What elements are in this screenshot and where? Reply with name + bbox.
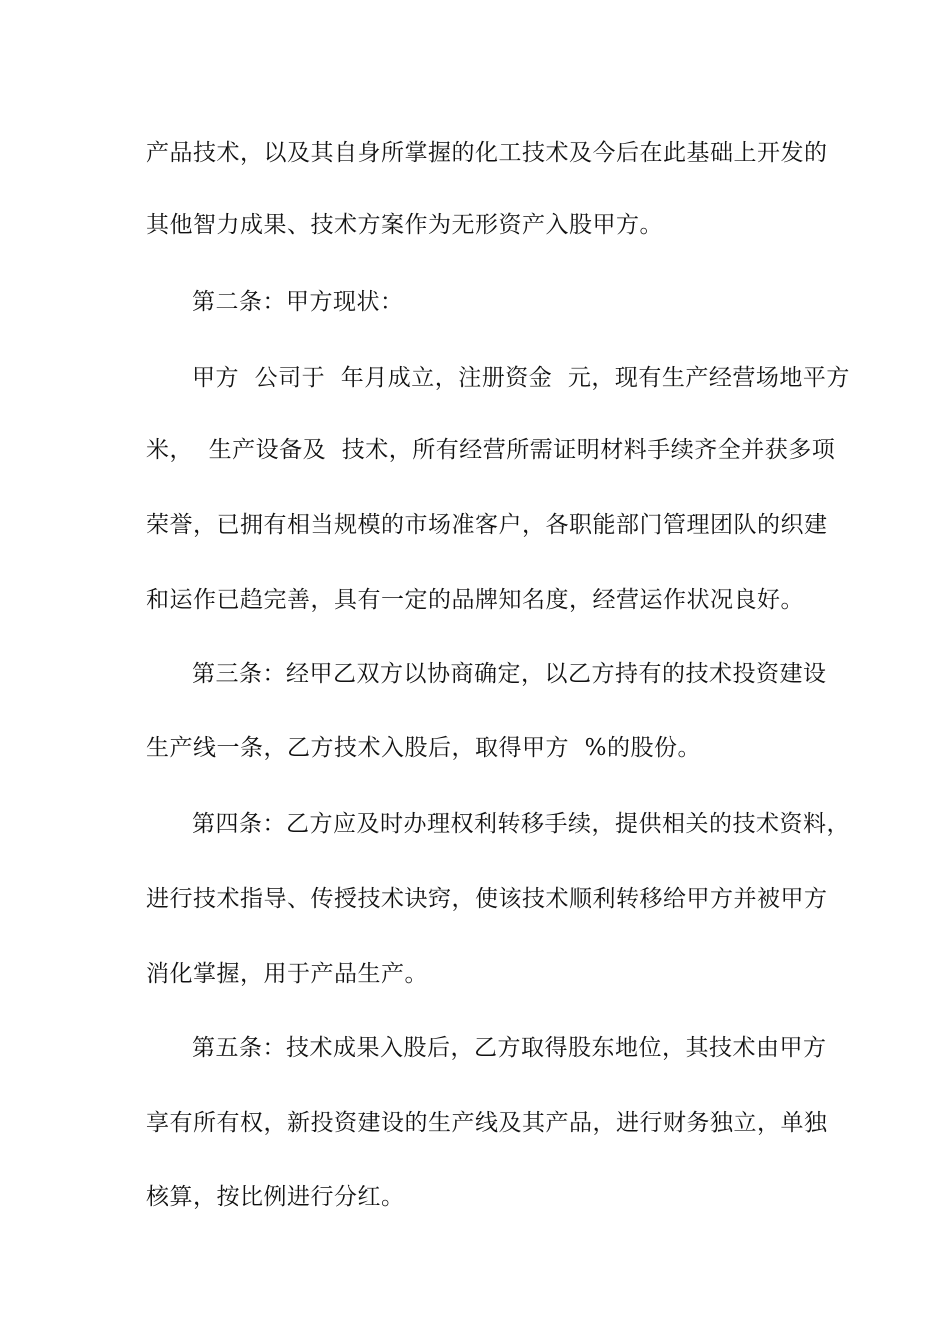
text-line: 荣誉，已拥有相当规模的市场准客户，各职能部门管理团队的织建 [146, 512, 828, 538]
clause-heading: 第三条：经甲乙双方以协商确定，以乙方持有的技术投资建设 [192, 661, 827, 687]
text-line: 和运作已趋完善，具有一定的品牌知名度，经营运作状况良好。 [146, 587, 804, 613]
text-line: 产品技术，以及其自身所掌握的化工技术及今后在此基础上开发的 [146, 140, 828, 166]
clause-heading: 第二条：甲方现状： [192, 289, 404, 315]
clause-heading: 第四条：乙方应及时办理权利转移手续，提供相关的技术资料， [192, 811, 850, 837]
text-line: 核算，按比例进行分红。 [146, 1184, 405, 1210]
text-line: 其他智力成果、技术方案作为无形资产入股甲方。 [146, 212, 663, 238]
text-line: 甲方 公司于 年月成立，注册资金 元，现有生产经营场地平方 [192, 365, 850, 391]
text-line: 消化掌握，用于产品生产。 [146, 961, 428, 987]
text-line: 进行技术指导、传授技术诀窍，使该技术顺利转移给甲方并被甲方 [146, 886, 828, 912]
text-line: 享有所有权，新投资建设的生产线及其产品，进行财务独立，单独 [146, 1110, 828, 1136]
text-line: 生产线一条，乙方技术入股后，取得甲方 %的股份。 [146, 735, 701, 761]
text-line: 米， 生产设备及 技术，所有经营所需证明材料手续齐全并获多项 [146, 437, 836, 463]
clause-heading: 第五条：技术成果入股后，乙方取得股东地位，其技术由甲方 [192, 1035, 827, 1061]
